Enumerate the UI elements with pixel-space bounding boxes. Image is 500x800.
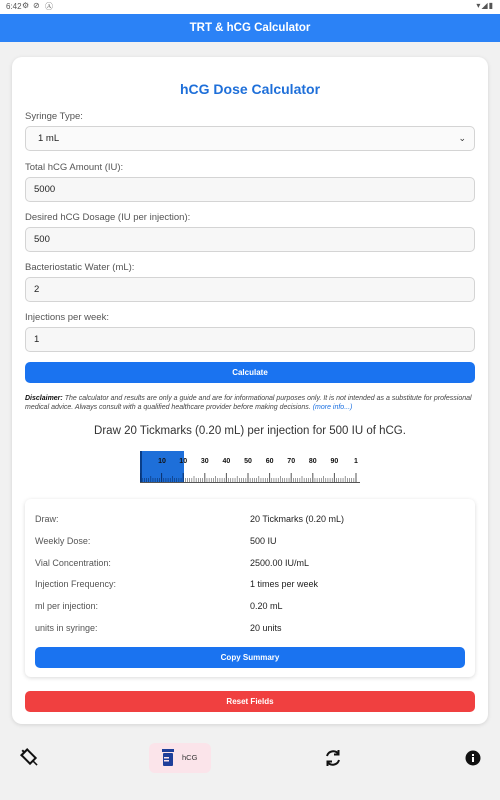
syringe-tick-label: 90 [330,458,339,465]
battery-icon: ▮ [488,1,494,10]
summary-value: 20 Tickmarks (0.20 mL) [250,514,345,524]
disclaimer-text [25,394,475,412]
chevron-down-icon: ⌄ [458,133,466,143]
nav-refresh[interactable] [321,743,345,773]
disclaimer-heading: Disclaimer: [25,395,63,402]
calculate-button[interactable]: Calculate [25,362,475,383]
signal-icon: ◢ [481,1,489,10]
nav-trt[interactable] [18,743,42,773]
summary-row [35,558,465,572]
summary-value: 1 times per week [250,579,319,589]
calculator-card [12,57,488,724]
summary-key: Injection Frequency: [35,579,117,589]
syringe-tick-label: 60 [265,458,274,465]
summary-row [35,601,465,615]
summary-row [35,623,465,637]
page-title: hCG Dose Calculator [179,81,321,97]
settings-icon: ⚙ [22,1,30,10]
summary-card [25,499,475,677]
draw-instruction: Draw 20 Tickmarks (0.20 mL) per injection for 500 IU of hCG. [94,425,406,437]
do-not-disturb-icon: ⊘ [33,1,40,10]
syringe-type-label: Syringe Type: [25,111,83,122]
summary-row [35,579,465,593]
syringe-tick-label: 40 [222,458,231,465]
syringe-tick-label: 30 [200,458,209,465]
nav-hcg-label: hCG [182,753,198,762]
app-bar-title: TRT & hCG Calculator [0,14,500,42]
summary-row [35,514,465,528]
copy-summary-button[interactable]: Copy Summary [35,647,465,668]
reset-fields-button[interactable]: Reset Fields [25,691,475,712]
syringe-tick-label: 80 [308,458,317,465]
font-a-icon: Ⓐ [45,2,53,11]
bacteriostatic-water-label: Bacteriostatic Water (mL): [25,262,135,273]
desired-dosage-input[interactable]: 500 [25,227,475,252]
syringe-graphic [140,451,360,483]
refresh-icon [323,748,343,768]
info-icon [465,750,481,766]
total-hcg-label: Total hCG Amount (IU): [25,162,124,173]
nav-info[interactable] [461,743,485,773]
syringe-type-select[interactable] [25,126,475,151]
nav-hcg[interactable] [149,743,211,773]
syringe-tick-label: 10 [158,458,166,465]
system-nav-bar [0,782,500,800]
more-info-link[interactable]: (more info...) [312,404,353,411]
syringe-tick-label: 10 [179,458,188,465]
injections-per-week-label: Injections per week: [25,312,109,323]
summary-key: ml per injection: [35,601,99,611]
bacteriostatic-water-input[interactable]: 2 [25,277,475,302]
wifi-icon: ▾ [476,1,482,10]
vial-icon [161,749,175,767]
syringe-tick-label: 70 [287,458,296,465]
summary-row [35,536,465,550]
summary-key: units in syringe: [35,623,98,633]
desired-dosage-label: Desired hCG Dosage (IU per injection): [25,212,191,223]
summary-value: 500 IU [250,536,277,546]
injections-per-week-input[interactable]: 1 [25,327,475,352]
total-hcg-input[interactable]: 5000 [25,177,475,202]
summary-key: Vial Concentration: [35,558,111,568]
status-time: 6:42 [6,2,22,11]
summary-value: 0.20 mL [250,601,283,611]
summary-value: 2500.00 IU/mL [250,558,310,568]
status-right-icons [476,1,494,10]
status-bar [0,0,500,14]
bottom-nav [0,736,500,782]
summary-key: Draw: [35,514,59,524]
syringe-type-value: 1 mL [38,133,60,144]
disclaimer-body: The calculator and results are only a guide and are for informational purposes only. It is not intended as a substitute for professional medical advice. Always consult with a qualified healthcare provider before making decisions. [25,395,472,411]
summary-value: 20 units [250,623,282,633]
summary-key: Weekly Dose: [35,536,91,546]
syringe-tick-label: 50 [244,458,252,465]
syringe-tick-label: 1 [354,458,358,465]
syringe-icon [19,747,41,769]
